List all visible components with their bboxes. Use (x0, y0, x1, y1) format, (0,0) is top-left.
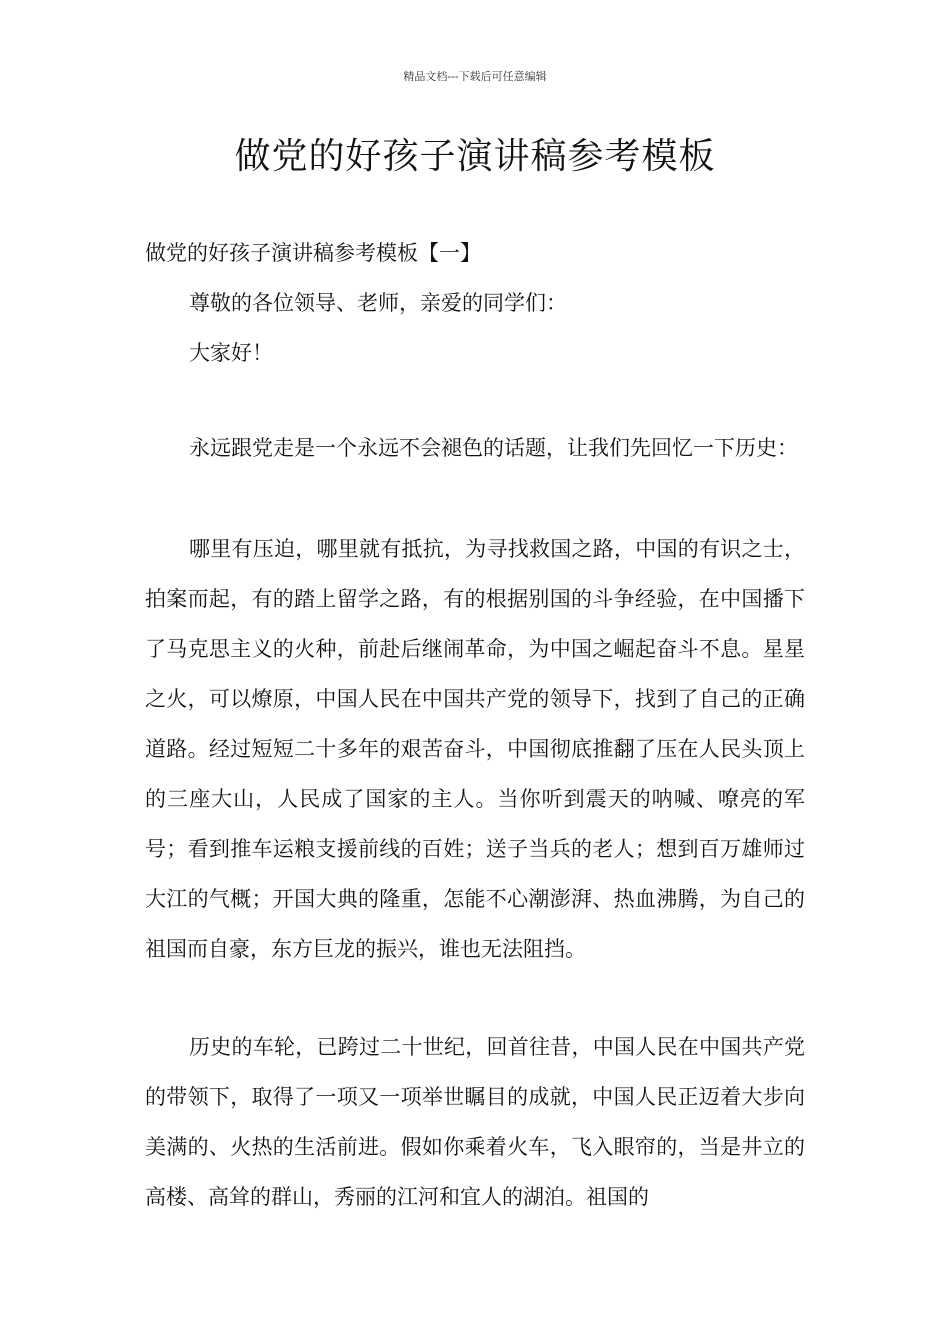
paragraph-text: 哪里有压迫，哪里就有抵抗，为寻找救国之路，中国的有识之士，拍案而起，有的踏上留学之路，有的根据别国的斗争经验，在中国播下了马克思主义的火种，前赴后继闹革命，为中国之崛起奋斗不息。星星之火，可以燎原，中国人民在中国共产党的领导下，找到了自己的正确道路。经过短短二十多年的艰苦奋斗，中国彻底推翻了压在人民头顶上的三座大山，人民成了国家的主人。当你听到震天的呐喊、嘹亮的军号；看到推车运粮支援前线的百姓；送子当兵的老人；想到百万雄师过大江的气概；开国大典的隆重，怎能不心潮澎湃、热血沸腾，为自己的祖国而自豪，东方巨龙的振兴，谁也无法阻挡。 (145, 537, 805, 961)
paragraph-1 (145, 423, 805, 473)
paragraph-text: 永远跟党走是一个永远不会褪色的话题，让我们先回忆一下历史： (189, 436, 798, 460)
document-title: 做党的好孩子演讲稿参考模板 (234, 136, 716, 177)
section-heading: 做党的好孩子演讲稿参考模板【一】 (145, 241, 481, 265)
greeting: 大家好！ (189, 341, 273, 365)
header-note: 精品文档---下载后可任意编辑 (403, 70, 547, 83)
salutation: 尊敬的各位领导、老师，亲爱的同学们： (189, 291, 567, 315)
paragraph-text: 历史的车轮，已跨过二十世纪，回首往昔，中国人民在中国共产党的带领下，取得了一项又一项举世瞩目的成就，中国人民正迈着大步向美满的、火热的生活前进。假如你乘着火车，飞入眼帘的，当是井立的高楼、高耸的群山，秀丽的江河和宜人的湖泊。祖国的 (145, 1035, 805, 1209)
paragraph-2 (145, 524, 805, 974)
paragraph-3 (145, 1022, 805, 1222)
